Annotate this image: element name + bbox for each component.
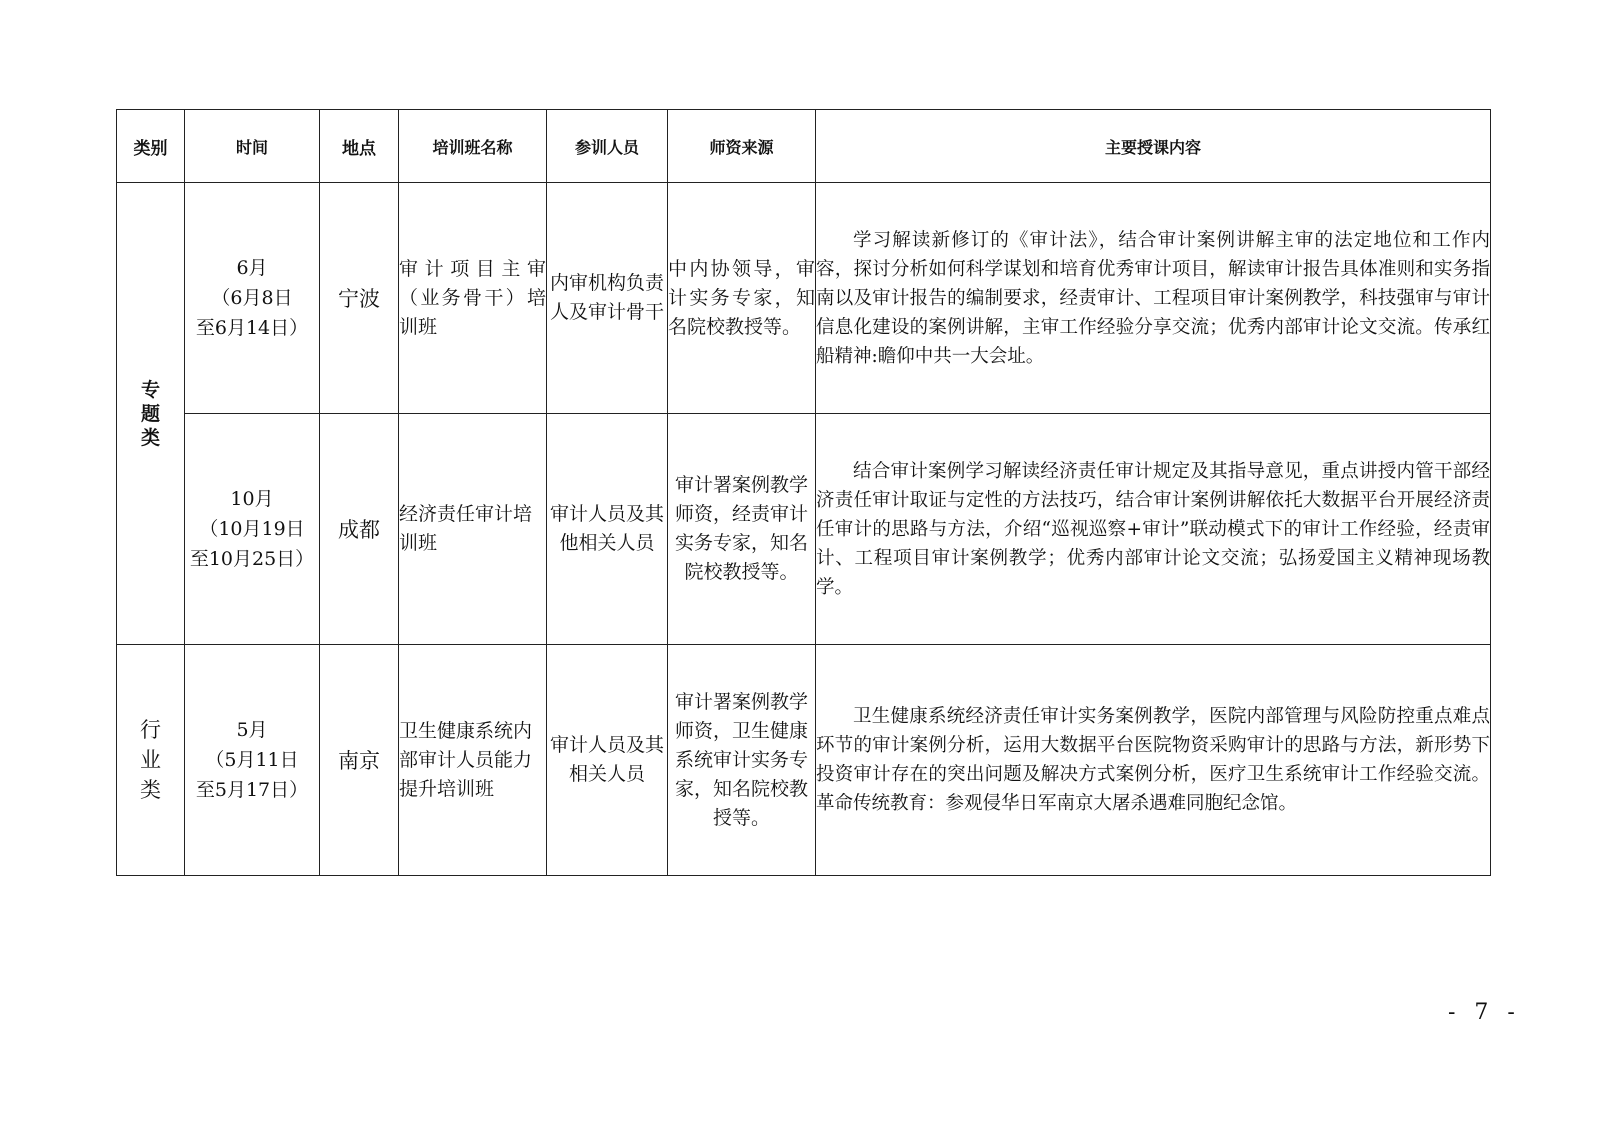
- teachers-cell: 审计署案例教学师资，卫生健康系统审计实务专家，知名院校教授等。: [668, 645, 816, 876]
- header-category: 类别: [117, 110, 185, 183]
- table-row: [117, 183, 1491, 414]
- time-end: 至5月17日）: [195, 779, 309, 801]
- place-cell: 南京: [320, 645, 399, 876]
- participants-cell: 审计人员及其相关人员: [547, 645, 668, 876]
- category-label: 专题类: [140, 378, 160, 449]
- time-cell: [185, 183, 320, 414]
- table-row: [117, 645, 1491, 876]
- participants-cell: 内审机构负责人及审计骨干: [547, 183, 668, 414]
- time-month: 5月: [236, 719, 268, 741]
- content-text: 结合审计案例学习解读经济责任审计规定及其指导意见，重点讲授内管干部经济责任审计取证与定性的方法技巧，结合审计案例讲解依托大数据平台开展经济责任审计的思路与方法，介绍“巡视巡察+审计”联动模式下的审计工作经验，经责审计、工程项目审计案例教学；优秀内部审计论文交流；弘扬爱国主义精神现场教学。: [816, 460, 1490, 598]
- header-participants: 参训人员: [547, 110, 668, 183]
- header-teachers: 师资来源: [668, 110, 816, 183]
- header-time: 时间: [185, 110, 320, 183]
- time-start: （6月8日: [211, 287, 293, 309]
- training-schedule-table: [116, 109, 1491, 876]
- time-start: （10月19日: [199, 518, 305, 540]
- content-text: 卫生健康系统经济责任审计实务案例教学，医院内部管理与风险防控重点难点环节的审计案例分析，运用大数据平台医院物资采购审计的思路与方法，新形势下投资审计存在的突出问题及解决方式案例分析，医疗卫生系统审计工作经验交流。革命传统教育：参观侵华日军南京大屠杀遇难同胞纪念馆。: [816, 706, 1490, 814]
- table-header-row: [117, 110, 1491, 183]
- place-cell: 宁波: [320, 183, 399, 414]
- content-cell: [816, 414, 1491, 645]
- time-month: 10月: [230, 488, 274, 510]
- teachers-cell: 中内协领导，审计实务专家，知名院校教授等。: [668, 183, 816, 414]
- category-cell: [117, 183, 185, 645]
- time-end: 至10月25日）: [189, 548, 315, 570]
- class-name-cell: 卫生健康系统内部审计人员能力提升培训班: [399, 645, 547, 876]
- time-cell: [185, 645, 320, 876]
- time-month: 6月: [236, 257, 268, 279]
- class-name-cell: 经济责任审计培训班: [399, 414, 547, 645]
- header-content: 主要授课内容: [816, 110, 1491, 183]
- category-cell: [117, 645, 185, 876]
- header-class-name: 培训班名称: [399, 110, 547, 183]
- teachers-cell: 审计署案例教学师资，经责审计实务专家，知名院校教授等。: [668, 414, 816, 645]
- time-end: 至6月14日）: [195, 317, 309, 339]
- class-name-cell: 审计项目主审（业务骨干）培训班: [399, 183, 547, 414]
- time-start: （5月11日: [205, 749, 299, 771]
- table-row: [117, 414, 1491, 645]
- time-cell: [185, 414, 320, 645]
- content-text: 学习解读新修订的《审计法》，结合审计案例讲解主审的法定地位和工作内容，探讨分析如何科学谋划和培育优秀审计项目，解读审计报告具体准则和实务指南以及审计报告的编制要求，经责审计、工程项目审计案例教学，科技强审与审计信息化建设的案例讲解，主审工作经验分享交流；优秀内部审计论文交流。传承红船精神:瞻仰中共一大会址。: [816, 229, 1490, 367]
- page-number: - 7 -: [1448, 1000, 1521, 1025]
- participants-cell: 审计人员及其他相关人员: [547, 414, 668, 645]
- header-place: 地点: [320, 110, 399, 183]
- place-cell: 成都: [320, 414, 399, 645]
- category-label: 行业类: [140, 718, 161, 802]
- content-cell: [816, 645, 1491, 876]
- content-cell: [816, 183, 1491, 414]
